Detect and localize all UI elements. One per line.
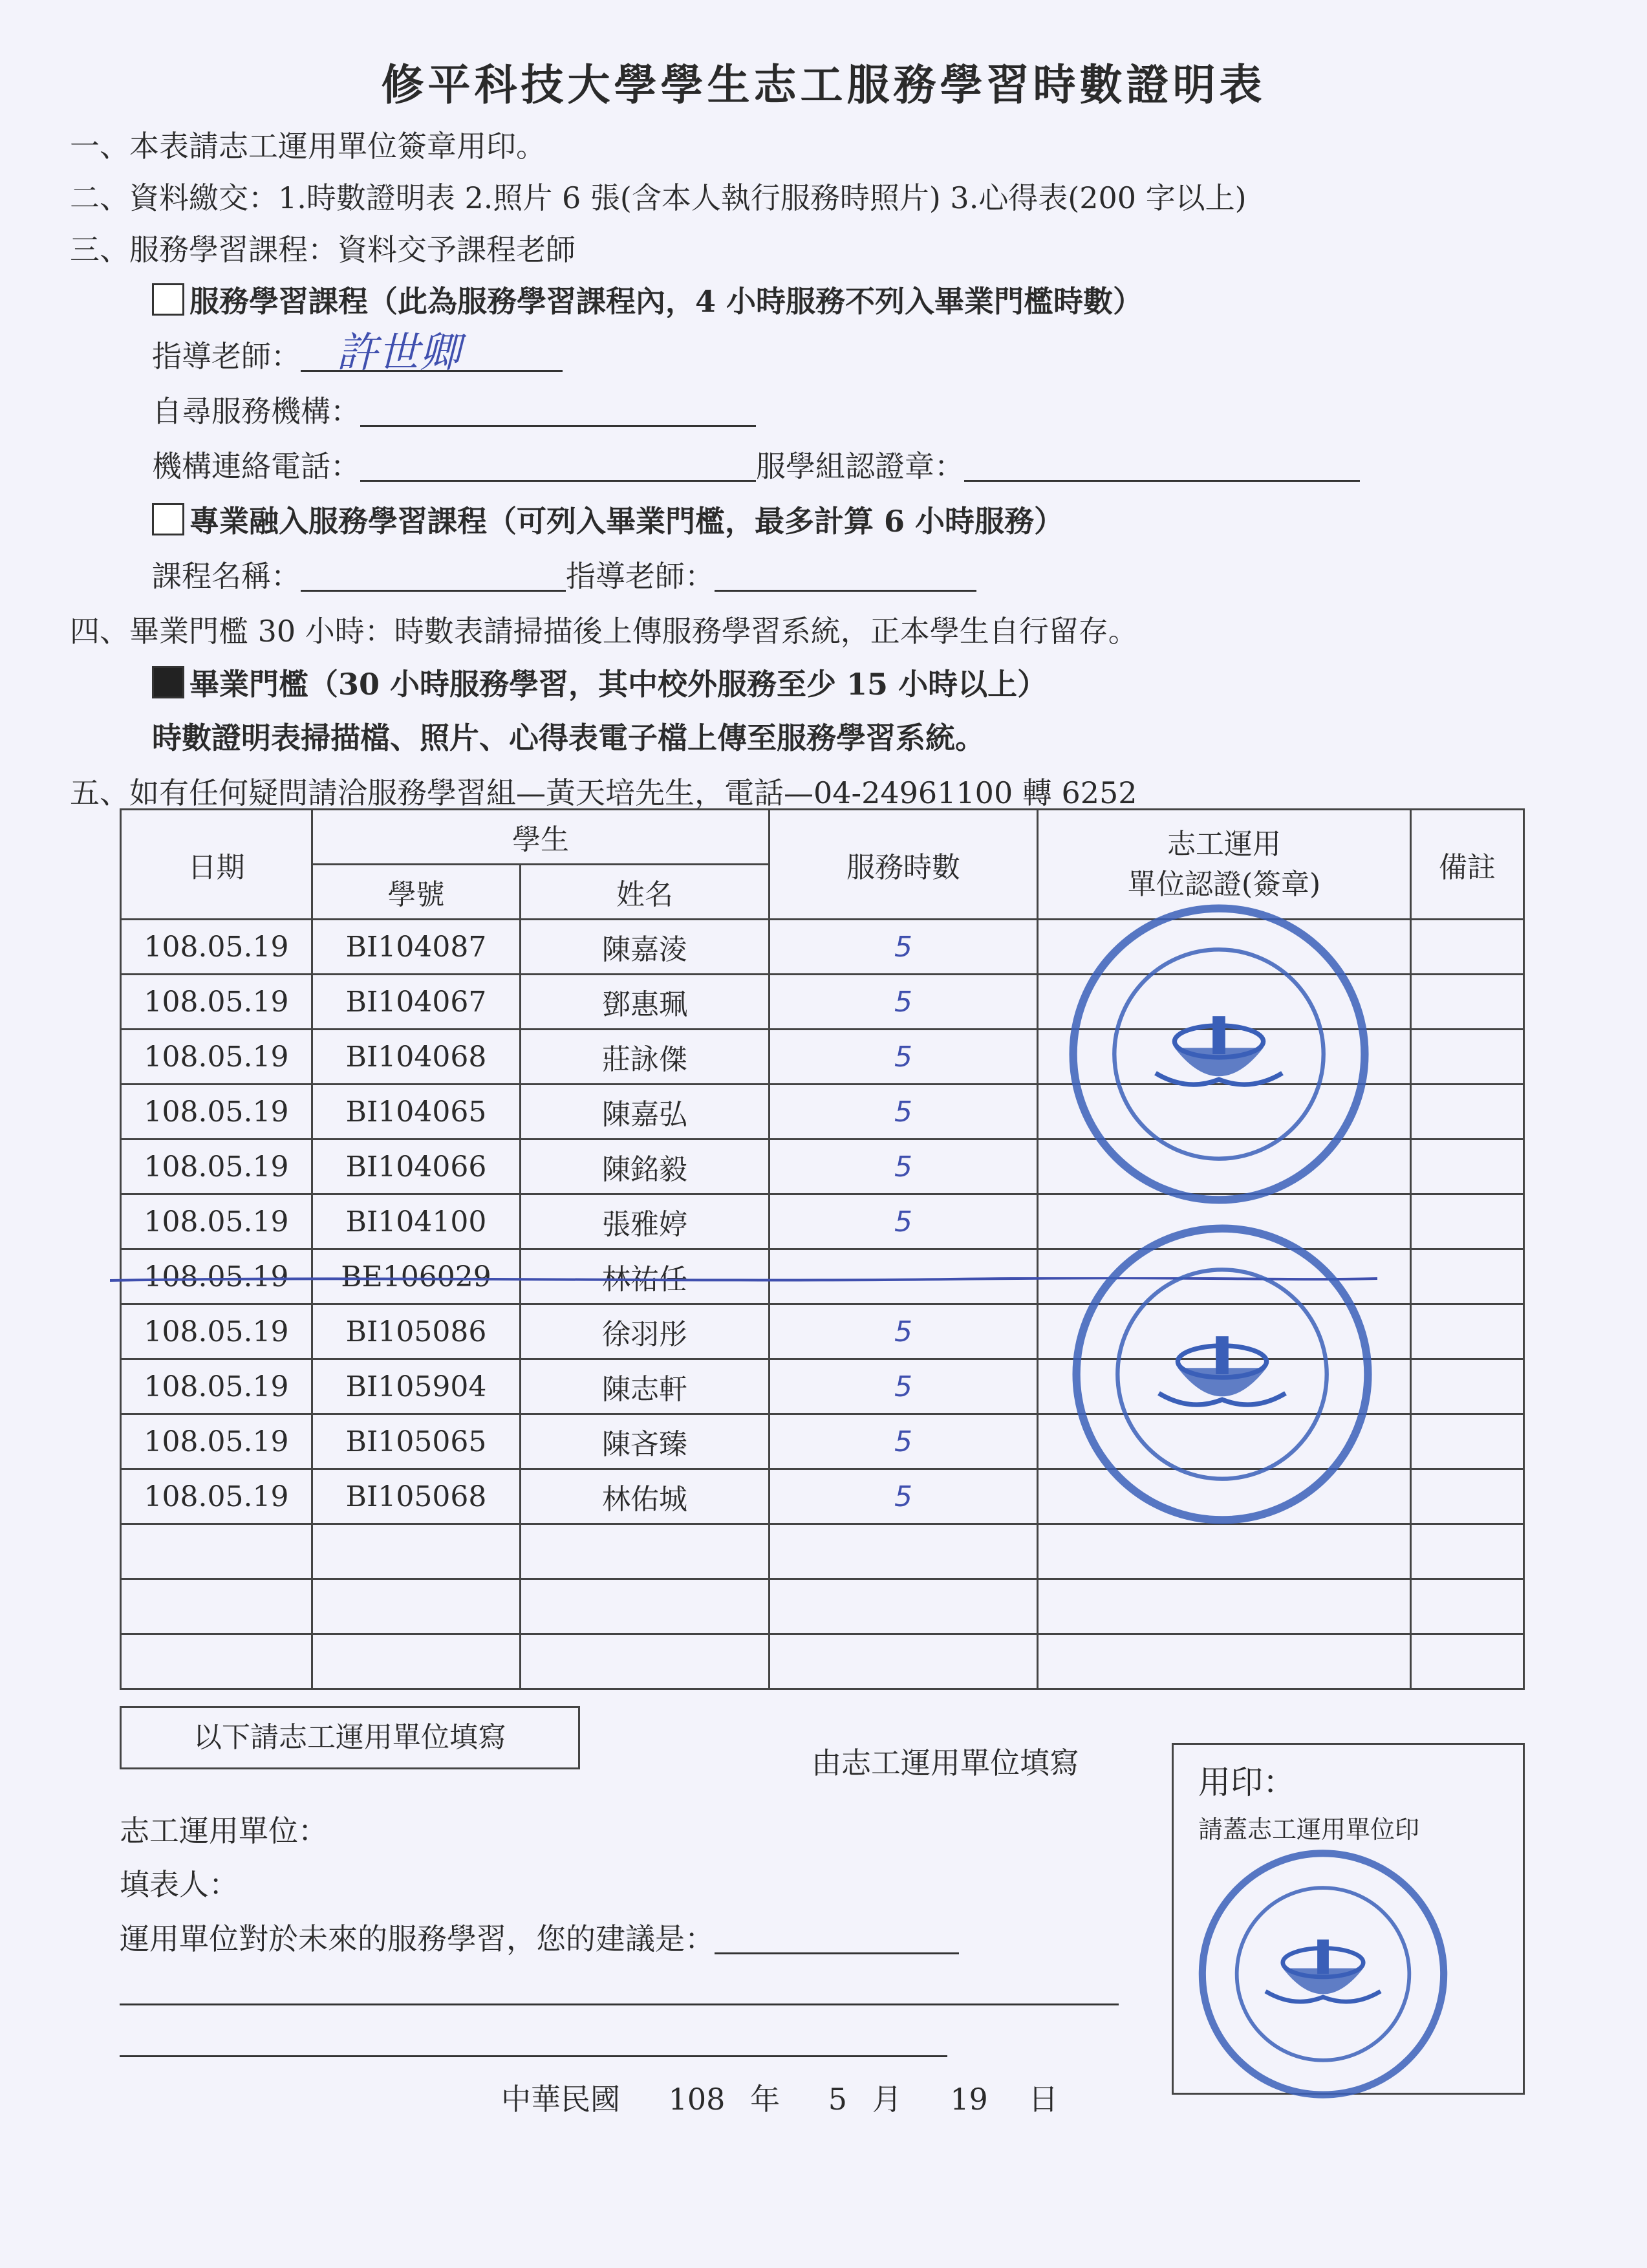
row-date: 108.05.19 [121, 975, 312, 1030]
teacher-row [152, 329, 563, 377]
option-service-course-desc: （此為服務學習課程內，4 小時服務不列入畢業門檻時數） [368, 284, 1143, 319]
course-row [152, 553, 976, 596]
stamp-hint: 請蓋志工運用單位印 [1198, 1815, 1420, 1844]
header-remarks: 備註 [1411, 810, 1524, 920]
stamp-box [1172, 1743, 1525, 2095]
stamp-title: 用印： [1198, 1764, 1295, 1801]
row-student-id: BI104087 [312, 920, 521, 975]
teacher-field[interactable] [301, 329, 563, 377]
date-row [501, 2076, 1058, 2119]
row-date: 108.05.19 [121, 1304, 312, 1359]
course-field[interactable] [301, 560, 566, 592]
header-student-id: 學號 [312, 865, 521, 920]
row-name: 陳銘毅 [521, 1139, 770, 1194]
row-name [521, 1524, 770, 1579]
row-org-sign[interactable] [1038, 1634, 1411, 1689]
option-professional-desc: （可列入畢業門檻，最多計算 6 小時服務） [487, 504, 1064, 539]
row-remarks[interactable] [1411, 1524, 1524, 1579]
row-hours [770, 1634, 1038, 1689]
date-year-unit: 年 [750, 2082, 780, 2117]
row-remarks[interactable] [1411, 1359, 1524, 1414]
suggestion-line-2[interactable] [120, 2003, 1119, 2005]
row-student-id: BE106029 [312, 1249, 521, 1304]
date-year: 108 [668, 2082, 726, 2117]
org-field[interactable] [360, 395, 756, 427]
row-name: 鄧惠珮 [521, 975, 770, 1030]
fill-by-org-note: 由志工運用單位填寫 [812, 1745, 1079, 1780]
fill-by-org-box: 以下請志工運用單位填寫 [120, 1706, 580, 1769]
row-hours: 5 [770, 920, 1038, 975]
row-date: 108.05.19 [121, 920, 312, 975]
header-student: 學生 [312, 810, 770, 865]
date-prefix: 中華民國 [501, 2082, 620, 2117]
row-hours [770, 1524, 1038, 1579]
suggestion-label: 運用單位對於未來的服務學習，您的建議是： [120, 1921, 715, 1956]
row-date: 108.05.19 [121, 1249, 312, 1304]
row-student-id: BI105904 [312, 1359, 521, 1414]
row-hours: 5 [770, 1030, 1038, 1085]
row-name: 林佑城 [521, 1469, 770, 1524]
teacher2-label: 指導老師： [566, 559, 715, 594]
row-date: 108.05.19 [121, 1085, 312, 1139]
row-date: 108.05.19 [121, 1469, 312, 1524]
row-student-id: BI105065 [312, 1414, 521, 1469]
row-name: 陳嘉弘 [521, 1085, 770, 1139]
row-hours: 5 [770, 1194, 1038, 1249]
graduation-note: 時數證明表掃描檔、照片、心得表電子檔上傳至服務學習系統。 [152, 720, 985, 755]
org-unit-label: 志工運用單位： [120, 1813, 328, 1848]
row-name: 莊詠傑 [521, 1030, 770, 1085]
row-hours: 5 [770, 1469, 1038, 1524]
header-org-line1: 志工運用 [1167, 827, 1281, 861]
row-hours: 5 [770, 1085, 1038, 1139]
row-hours: 5 [770, 1414, 1038, 1469]
row-student-id [312, 1579, 521, 1634]
instruction-3: 三、服務學習課程：資料交予課程老師 [70, 232, 576, 267]
row-remarks[interactable] [1411, 1194, 1524, 1249]
row-student-id: BI105086 [312, 1304, 521, 1359]
row-date: 108.05.19 [121, 1139, 312, 1194]
row-remarks[interactable] [1411, 920, 1524, 975]
table-row [121, 1634, 1524, 1689]
row-remarks[interactable] [1411, 975, 1524, 1030]
org-seal-stamp-3 [1178, 1842, 1469, 2101]
row-date: 108.05.19 [121, 1194, 312, 1249]
row-name: 張雅婷 [521, 1194, 770, 1249]
row-student-id: BI104067 [312, 975, 521, 1030]
row-hours: 5 [770, 1139, 1038, 1194]
org-row [152, 388, 756, 431]
row-student-id: BI104068 [312, 1030, 521, 1085]
row-name: 陳吝臻 [521, 1414, 770, 1469]
filler-label: 填表人： [120, 1867, 239, 1902]
phone-row [152, 443, 1360, 486]
instruction-4: 四、畢業門檻 30 小時：時數表請掃描後上傳服務學習系統，正本學生自行留存。 [70, 614, 1138, 649]
row-name: 徐羽彤 [521, 1304, 770, 1359]
row-name: 陳嘉淩 [521, 920, 770, 975]
header-name: 姓名 [521, 865, 770, 920]
option-professional-course [152, 498, 1064, 541]
row-remarks[interactable] [1411, 1249, 1524, 1304]
row-remarks[interactable] [1411, 1085, 1524, 1139]
date-month-unit: 月 [872, 2082, 902, 2117]
row-hours [770, 1249, 1038, 1304]
header-org-line2: 單位認證(簽章) [1127, 867, 1321, 901]
option-graduation-title: 畢業門檻 [189, 667, 308, 702]
row-date: 108.05.19 [121, 1030, 312, 1085]
row-remarks[interactable] [1411, 1304, 1524, 1359]
org-label: 自尋服務機構： [152, 394, 360, 429]
org-seal-stamp [1060, 896, 1377, 1213]
suggestion-field[interactable] [715, 1923, 959, 1954]
option-service-course-title: 服務學習課程 [189, 284, 368, 319]
row-date: 108.05.19 [121, 1414, 312, 1469]
row-name: 林祐任 [521, 1249, 770, 1304]
row-student-id [312, 1634, 521, 1689]
suggestion-line-3[interactable] [120, 2055, 947, 2057]
suggestion-row [120, 1916, 959, 1958]
table-row [121, 1579, 1524, 1634]
date-day-unit: 日 [1028, 2082, 1059, 2117]
row-remarks[interactable] [1411, 1414, 1524, 1469]
instruction-5: 五、如有任何疑問請洽服務學習組—黃天培先生，電話—04-24961100 轉 6252 [70, 775, 1137, 810]
row-student-id: BI104066 [312, 1139, 521, 1194]
teacher-signature: 許世卿 [336, 329, 460, 377]
row-org-sign[interactable] [1038, 1579, 1411, 1634]
row-hours: 5 [770, 1359, 1038, 1414]
option-service-course [152, 278, 1143, 321]
row-name: 陳志軒 [521, 1359, 770, 1414]
row-student-id: BI104100 [312, 1194, 521, 1249]
row-date [121, 1579, 312, 1634]
date-month: 5 [828, 2082, 847, 2117]
teacher2-field[interactable] [715, 560, 976, 592]
service-course-checkbox[interactable] [152, 283, 184, 316]
row-student-id: BI105068 [312, 1469, 521, 1524]
professional-course-checkbox[interactable] [152, 503, 184, 535]
row-name [521, 1579, 770, 1634]
header-hours: 服務時數 [770, 810, 1038, 920]
row-remarks[interactable] [1411, 1030, 1524, 1085]
row-remarks[interactable] [1411, 1634, 1524, 1689]
option-professional-title: 專業融入服務學習課程 [189, 504, 487, 539]
instruction-2: 二、資料繳交：1.時數證明表 2.照片 6 張(含本人執行服務時照片) 3.心得表(200 字以上) [70, 180, 1247, 215]
teacher-label: 指導老師： [152, 339, 301, 374]
row-date: 108.05.19 [121, 1359, 312, 1414]
instruction-1: 一、本表請志工運用單位簽章用印。 [70, 129, 546, 164]
row-hours: 5 [770, 1304, 1038, 1359]
row-date [121, 1634, 312, 1689]
stamp-field[interactable] [964, 450, 1360, 482]
phone-field[interactable] [360, 450, 756, 482]
graduation-checkbox[interactable] [152, 666, 184, 698]
date-day: 19 [950, 2082, 988, 2117]
option-graduation-desc: （30 小時服務學習，其中校外服務至少 15 小時以上） [308, 667, 1048, 702]
row-hours [770, 1579, 1038, 1634]
org-seal-stamp-2 [1064, 1216, 1381, 1533]
row-remarks[interactable] [1411, 1469, 1524, 1524]
row-hours: 5 [770, 975, 1038, 1030]
row-name [521, 1634, 770, 1689]
row-remarks[interactable] [1411, 1579, 1524, 1634]
row-student-id [312, 1524, 521, 1579]
phone-label: 機構連絡電話： [152, 449, 360, 484]
row-remarks[interactable] [1411, 1139, 1524, 1194]
row-date [121, 1524, 312, 1579]
row-student-id: BI104065 [312, 1085, 521, 1139]
form-title: 修平科技大學學生志工服務學習時數證明表 [381, 59, 1266, 110]
header-date: 日期 [121, 810, 312, 920]
course-label: 課程名稱： [152, 559, 301, 594]
option-graduation [152, 661, 1047, 704]
stamp-label: 服學組認證章： [756, 449, 964, 484]
